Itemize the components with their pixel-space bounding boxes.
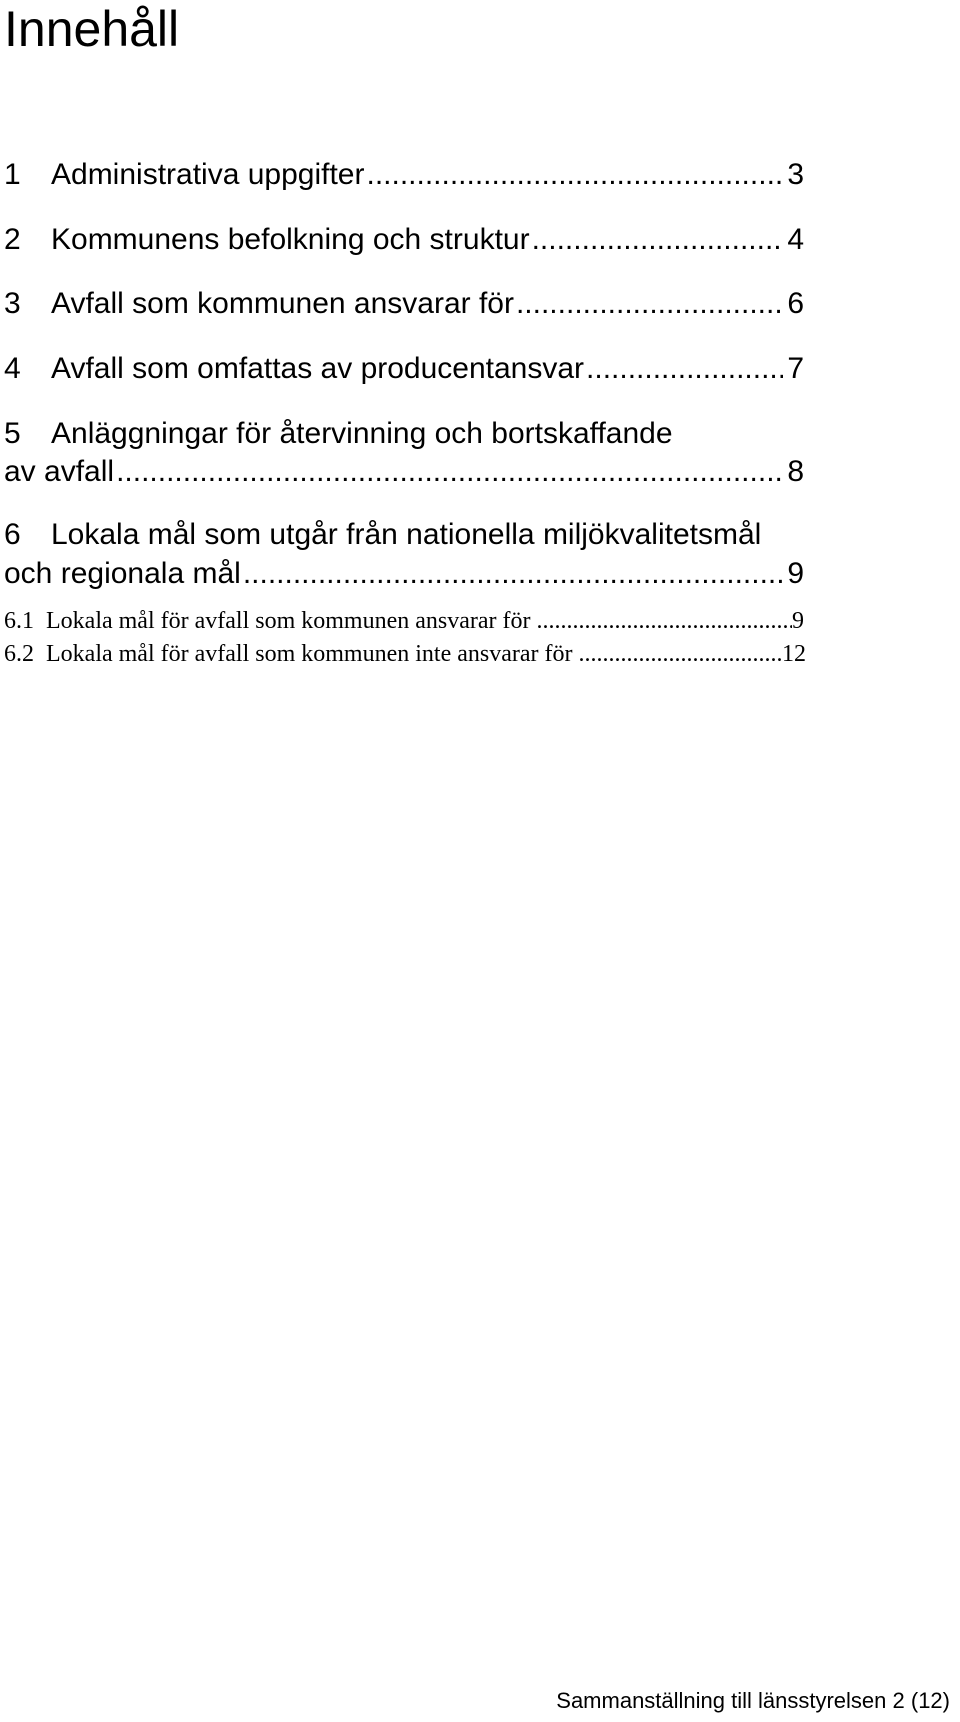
toc-subentry-number: 6.1 [4, 608, 34, 634]
toc-entry-4[interactable] [4, 351, 804, 387]
toc-entry-page: 4 [787, 223, 804, 256]
toc-dot-leader [116, 454, 783, 490]
toc-entry-title: Avfall som kommunen ansvarar för [51, 287, 514, 320]
toc-entry-title: Administrativa uppgifter [51, 158, 365, 191]
toc-entry-3[interactable] [4, 286, 804, 322]
toc-entry-title: Lokala mål som utgår från nationella miljökvalitetsmål [51, 518, 762, 551]
toc-entry-1[interactable] [4, 157, 804, 193]
toc-entry-number: 4 [4, 352, 21, 385]
toc-subentry-title: Lokala mål för avfall som kommunen ansvarar för [46, 608, 531, 634]
toc-dot-leader [366, 157, 783, 193]
toc-entry-second-line [4, 556, 804, 592]
toc-dot-leader [586, 351, 783, 387]
toc-subentry-6-2[interactable] [4, 639, 806, 669]
toc-subentry-6-1[interactable] [4, 606, 804, 636]
toc-entry-first-line [4, 517, 761, 553]
toc-entry-title: Anläggningar för återvinning och bortskaffande [51, 417, 673, 450]
toc-subentry-number: 6.2 [4, 641, 34, 667]
toc-dot-leader [243, 556, 784, 592]
toc-entry-title-continued: av avfall [4, 455, 115, 488]
toc-dot-leader [532, 222, 784, 258]
page-footer: Sammanställning till länsstyrelsen 2 (12) [556, 1688, 950, 1713]
toc-entry-title: Avfall som omfattas av producentansvar [51, 352, 585, 385]
page-title: Innehåll [4, 1, 180, 57]
toc-entry-number: 5 [4, 417, 21, 450]
toc-entry-number: 6 [4, 518, 21, 551]
toc-subentry-title: Lokala mål för avfall som kommunen inte ansvarar för [46, 641, 573, 667]
toc-entry-second-line [4, 454, 804, 490]
toc-dot-leader [537, 606, 793, 636]
toc-subentry-page: 9 [792, 608, 804, 634]
toc-entry-number: 1 [4, 158, 21, 191]
toc-dot-leader [516, 286, 783, 322]
toc-entry-page: 6 [787, 287, 804, 320]
toc-dot-leader [579, 639, 783, 669]
toc-entry-number: 3 [4, 287, 21, 320]
toc-entry-page: 3 [787, 158, 804, 191]
toc-entry-first-line [4, 416, 673, 452]
toc-entry-title: Kommunens befolkning och struktur [51, 223, 530, 256]
toc-entry-page: 9 [787, 557, 804, 590]
toc-entry-page: 8 [787, 455, 804, 488]
toc-entry-title-continued: och regionala mål [4, 557, 241, 590]
toc-subentry-page: 12 [782, 641, 806, 667]
toc-entry-page: 7 [787, 352, 804, 385]
toc-entry-number: 2 [4, 223, 21, 256]
toc-entry-2[interactable] [4, 222, 804, 258]
